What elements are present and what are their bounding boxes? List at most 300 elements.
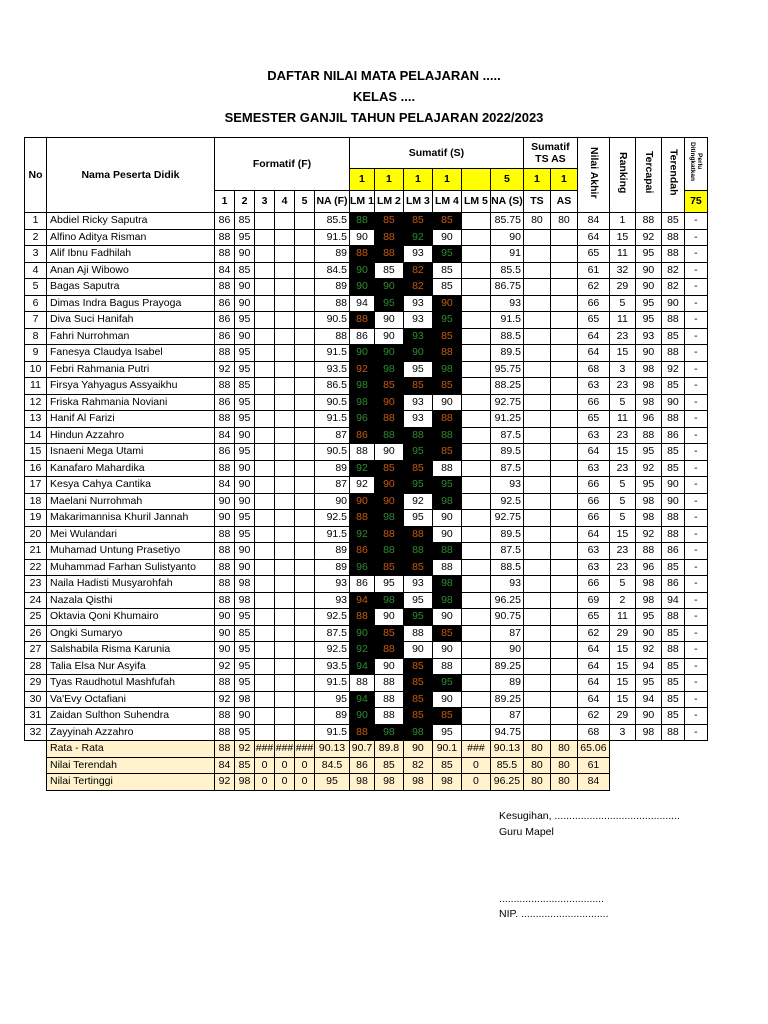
student-name: Salshabila Risma Karunia — [47, 642, 215, 659]
summary-value: 98 — [350, 774, 375, 791]
summary-value: 90.1 — [432, 741, 461, 758]
formatif-5 — [295, 460, 315, 477]
lm-3: 93 — [403, 328, 432, 345]
lm-1: 94 — [350, 658, 375, 675]
nilai-akhir: 64 — [577, 691, 609, 708]
na-sumatif: 95.75 — [490, 361, 523, 378]
table-row — [25, 246, 708, 263]
formatif-2: 95 — [235, 312, 255, 329]
row-no: 11 — [25, 378, 47, 395]
formatif-2: 95 — [235, 658, 255, 675]
student-name: Hindun Azzahro — [47, 427, 215, 444]
lm-4: 90 — [432, 229, 461, 246]
summary-value: 85 — [235, 757, 255, 774]
formatif-2: 85 — [235, 262, 255, 279]
terendah: 85 — [661, 675, 684, 692]
perlu-ditingkatkan: - — [684, 675, 707, 692]
summary-blank — [661, 774, 684, 791]
summary-value: 0 — [255, 757, 275, 774]
summary-blank — [661, 757, 684, 774]
formatif-2: 90 — [235, 279, 255, 296]
tercapai: 92 — [635, 460, 661, 477]
tercapai: 95 — [635, 609, 661, 626]
lm-2: 85 — [374, 625, 403, 642]
lm-5 — [461, 444, 490, 461]
terendah: 85 — [661, 378, 684, 395]
na-formatif: 90.5 — [315, 394, 350, 411]
ranking: 23 — [609, 328, 635, 345]
perlu-ditingkatkan: - — [684, 427, 707, 444]
ts — [523, 229, 550, 246]
formatif-2: 90 — [235, 246, 255, 263]
na-formatif: 86.5 — [315, 378, 350, 395]
na-sumatif: 90 — [490, 229, 523, 246]
formatif-1: 88 — [215, 411, 235, 428]
summary-value: 86 — [350, 757, 375, 774]
ranking: 11 — [609, 609, 635, 626]
lm-1: 96 — [350, 411, 375, 428]
formatif-5 — [295, 625, 315, 642]
formatif-3 — [255, 642, 275, 659]
lm-5 — [461, 592, 490, 609]
lm-1: 86 — [350, 328, 375, 345]
lm-5 — [461, 394, 490, 411]
formatif-5 — [295, 493, 315, 510]
na-sumatif: 92.75 — [490, 510, 523, 527]
as — [550, 493, 577, 510]
formatif-3 — [255, 345, 275, 362]
tercapai: 90 — [635, 262, 661, 279]
table-row — [25, 543, 708, 560]
summary-value: 98 — [432, 774, 461, 791]
summary-blank — [684, 757, 707, 774]
weight-lm1: 1 — [350, 169, 375, 191]
formatif-3 — [255, 361, 275, 378]
header-lm1: LM 1 — [350, 191, 375, 213]
table-row — [25, 642, 708, 659]
row-no: 21 — [25, 543, 47, 560]
lm-4: 85 — [432, 625, 461, 642]
tercapai: 98 — [635, 724, 661, 741]
formatif-1: 88 — [215, 526, 235, 543]
nilai-akhir: 62 — [577, 708, 609, 725]
terendah: 85 — [661, 658, 684, 675]
formatif-2: 95 — [235, 361, 255, 378]
ts — [523, 427, 550, 444]
summary-value: 0 — [275, 774, 295, 791]
perlu-ditingkatkan: - — [684, 295, 707, 312]
weight-as: 1 — [550, 169, 577, 191]
student-name: Oktavia Qoni Khumairo — [47, 609, 215, 626]
na-sumatif: 90.75 — [490, 609, 523, 626]
formatif-4 — [275, 625, 295, 642]
student-name: Talia Elsa Nur Asyifa — [47, 658, 215, 675]
perlu-ditingkatkan: - — [684, 477, 707, 494]
formatif-1: 86 — [215, 444, 235, 461]
formatif-2: 95 — [235, 675, 255, 692]
row-no: 28 — [25, 658, 47, 675]
header-nas: NA (S) — [490, 191, 523, 213]
header-lm5: LM 5 — [461, 191, 490, 213]
formatif-1: 88 — [215, 229, 235, 246]
formatif-5 — [295, 444, 315, 461]
formatif-4 — [275, 229, 295, 246]
na-sumatif: 89.25 — [490, 658, 523, 675]
row-no: 9 — [25, 345, 47, 362]
lm-2: 85 — [374, 460, 403, 477]
na-formatif: 87.5 — [315, 625, 350, 642]
nilai-akhir: 66 — [577, 394, 609, 411]
ranking: 11 — [609, 312, 635, 329]
as — [550, 279, 577, 296]
formatif-2: 85 — [235, 213, 255, 230]
lm-1: 92 — [350, 526, 375, 543]
formatif-4 — [275, 493, 295, 510]
na-sumatif: 93 — [490, 295, 523, 312]
table-row — [25, 658, 708, 675]
na-formatif: 91.5 — [315, 345, 350, 362]
ts — [523, 708, 550, 725]
lm-5 — [461, 345, 490, 362]
ranking: 5 — [609, 295, 635, 312]
nilai-akhir: 63 — [577, 460, 609, 477]
tercapai: 93 — [635, 328, 661, 345]
nilai-akhir: 65 — [577, 246, 609, 263]
summary-value: 92 — [215, 774, 235, 791]
nilai-akhir: 68 — [577, 724, 609, 741]
perlu-ditingkatkan: - — [684, 460, 707, 477]
ranking: 3 — [609, 361, 635, 378]
formatif-5 — [295, 691, 315, 708]
header-f2: 2 — [235, 191, 255, 213]
ranking: 15 — [609, 691, 635, 708]
lm-3: 82 — [403, 262, 432, 279]
na-sumatif: 88.5 — [490, 559, 523, 576]
terendah: 88 — [661, 411, 684, 428]
lm-5 — [461, 609, 490, 626]
na-sumatif: 88.25 — [490, 378, 523, 395]
table-row — [25, 708, 708, 725]
tercapai: 88 — [635, 543, 661, 560]
lm-5 — [461, 510, 490, 527]
lm-3: 98 — [403, 724, 432, 741]
header-tercapai: Tercapai — [635, 138, 661, 213]
terendah: 90 — [661, 295, 684, 312]
ts — [523, 609, 550, 626]
ts — [523, 328, 550, 345]
summary-row — [25, 774, 708, 791]
lm-1: 92 — [350, 460, 375, 477]
table-row — [25, 510, 708, 527]
perlu-ditingkatkan: - — [684, 691, 707, 708]
student-name: Tyas Raudhotul Mashfufah — [47, 675, 215, 692]
terendah: 88 — [661, 229, 684, 246]
terendah: 85 — [661, 708, 684, 725]
tercapai: 96 — [635, 559, 661, 576]
lm-4: 90 — [432, 510, 461, 527]
formatif-1: 86 — [215, 312, 235, 329]
na-formatif: 90.5 — [315, 312, 350, 329]
lm-1: 90 — [350, 708, 375, 725]
formatif-4 — [275, 345, 295, 362]
formatif-4 — [275, 609, 295, 626]
na-formatif: 92.5 — [315, 510, 350, 527]
formatif-2: 95 — [235, 526, 255, 543]
student-name: Kesya Cahya Cantika — [47, 477, 215, 494]
row-no: 1 — [25, 213, 47, 230]
formatif-5 — [295, 361, 315, 378]
ts — [523, 378, 550, 395]
table-row — [25, 724, 708, 741]
lm-2: 98 — [374, 510, 403, 527]
lm-1: 98 — [350, 394, 375, 411]
tercapai: 94 — [635, 691, 661, 708]
formatif-1: 92 — [215, 361, 235, 378]
lm-3: 92 — [403, 493, 432, 510]
weight-lm4: 1 — [432, 169, 461, 191]
perlu-ditingkatkan: - — [684, 658, 707, 675]
summary-blank — [25, 757, 47, 774]
perlu-ditingkatkan: - — [684, 724, 707, 741]
lm-1: 96 — [350, 559, 375, 576]
row-no: 7 — [25, 312, 47, 329]
lm-2: 98 — [374, 592, 403, 609]
formatif-1: 84 — [215, 477, 235, 494]
lm-3: 85 — [403, 658, 432, 675]
lm-3: 85 — [403, 213, 432, 230]
formatif-3 — [255, 691, 275, 708]
formatif-2: 95 — [235, 444, 255, 461]
nilai-akhir: 63 — [577, 559, 609, 576]
table-row — [25, 328, 708, 345]
summary-value: 98 — [403, 774, 432, 791]
na-sumatif: 91.25 — [490, 411, 523, 428]
summary-value: ### — [255, 741, 275, 758]
lm-3: 93 — [403, 576, 432, 593]
header-as: AS — [550, 191, 577, 213]
ts — [523, 724, 550, 741]
lm-4: 88 — [432, 559, 461, 576]
weight-lm3: 1 — [403, 169, 432, 191]
ranking: 32 — [609, 262, 635, 279]
terendah: 86 — [661, 576, 684, 593]
row-no: 22 — [25, 559, 47, 576]
as — [550, 576, 577, 593]
lm-2: 88 — [374, 229, 403, 246]
lm-1: 88 — [350, 675, 375, 692]
header-nilai-akhir: Nilai Akhir — [577, 138, 609, 213]
lm-1: 98 — [350, 378, 375, 395]
lm-1: 88 — [350, 724, 375, 741]
lm-5 — [461, 708, 490, 725]
row-no: 29 — [25, 675, 47, 692]
formatif-3 — [255, 394, 275, 411]
header-ranking: Ranking — [609, 138, 635, 213]
lm-3: 93 — [403, 295, 432, 312]
ranking: 5 — [609, 493, 635, 510]
lm-3: 85 — [403, 559, 432, 576]
lm-5 — [461, 229, 490, 246]
header-kkm: 75 — [684, 191, 707, 213]
formatif-1: 84 — [215, 262, 235, 279]
row-no: 2 — [25, 229, 47, 246]
student-name: Muhamad Untung Prasetiyo — [47, 543, 215, 560]
na-formatif: 95 — [315, 691, 350, 708]
lm-2: 90 — [374, 658, 403, 675]
formatif-2: 90 — [235, 493, 255, 510]
header-f3: 3 — [255, 191, 275, 213]
summary-blank — [684, 774, 707, 791]
lm-4: 90 — [432, 609, 461, 626]
na-formatif: 92.5 — [315, 642, 350, 659]
formatif-1: 88 — [215, 724, 235, 741]
lm-4: 90 — [432, 642, 461, 659]
lm-5 — [461, 691, 490, 708]
lm-1: 88 — [350, 510, 375, 527]
lm-3: 88 — [403, 543, 432, 560]
table-row — [25, 675, 708, 692]
formatif-3 — [255, 378, 275, 395]
summary-value: 98 — [374, 774, 403, 791]
formatif-3 — [255, 592, 275, 609]
lm-1: 94 — [350, 295, 375, 312]
formatif-1: 88 — [215, 345, 235, 362]
formatif-3 — [255, 312, 275, 329]
tercapai: 95 — [635, 444, 661, 461]
table-row — [25, 559, 708, 576]
nilai-akhir: 66 — [577, 576, 609, 593]
nilai-akhir: 65 — [577, 609, 609, 626]
header-naf: NA (F) — [315, 191, 350, 213]
formatif-3 — [255, 625, 275, 642]
row-no: 26 — [25, 625, 47, 642]
summary-value: 85.5 — [490, 757, 523, 774]
nilai-akhir: 62 — [577, 625, 609, 642]
as — [550, 427, 577, 444]
lm-5 — [461, 460, 490, 477]
nilai-akhir: 64 — [577, 229, 609, 246]
formatif-3 — [255, 295, 275, 312]
perlu-ditingkatkan: - — [684, 378, 707, 395]
terendah: 82 — [661, 279, 684, 296]
formatif-1: 88 — [215, 246, 235, 263]
student-name: Hanif Al Farizi — [47, 411, 215, 428]
ts — [523, 411, 550, 428]
lm-4: 88 — [432, 658, 461, 675]
header-formatif: Formatif (F) — [215, 138, 350, 191]
formatif-5 — [295, 411, 315, 428]
perlu-ditingkatkan: - — [684, 609, 707, 626]
row-no: 27 — [25, 642, 47, 659]
tercapai: 90 — [635, 279, 661, 296]
lm-5 — [461, 724, 490, 741]
ranking: 15 — [609, 526, 635, 543]
summary-value: 84 — [215, 757, 235, 774]
lm-1: 88 — [350, 246, 375, 263]
nilai-akhir: 64 — [577, 345, 609, 362]
as — [550, 262, 577, 279]
student-name: Anan Aji Wibowo — [47, 262, 215, 279]
formatif-4 — [275, 394, 295, 411]
formatif-4 — [275, 477, 295, 494]
row-no: 6 — [25, 295, 47, 312]
lm-2: 90 — [374, 394, 403, 411]
summary-value: 95 — [315, 774, 350, 791]
formatif-5 — [295, 675, 315, 692]
as — [550, 675, 577, 692]
ranking: 3 — [609, 724, 635, 741]
formatif-5 — [295, 312, 315, 329]
row-no: 3 — [25, 246, 47, 263]
lm-4: 88 — [432, 427, 461, 444]
formatif-2: 95 — [235, 345, 255, 362]
lm-3: 93 — [403, 411, 432, 428]
formatif-1: 88 — [215, 378, 235, 395]
na-sumatif: 87.5 — [490, 427, 523, 444]
formatif-2: 98 — [235, 576, 255, 593]
summary-value: 0 — [461, 757, 490, 774]
terendah: 85 — [661, 213, 684, 230]
summary-label: Rata - Rata — [47, 741, 215, 758]
ts — [523, 262, 550, 279]
ts — [523, 312, 550, 329]
formatif-4 — [275, 592, 295, 609]
terendah: 90 — [661, 394, 684, 411]
ranking: 23 — [609, 378, 635, 395]
terendah: 90 — [661, 493, 684, 510]
table-row — [25, 691, 708, 708]
tercapai: 95 — [635, 675, 661, 692]
na-formatif: 89 — [315, 559, 350, 576]
summary-blank — [635, 774, 661, 791]
lm-3: 90 — [403, 642, 432, 659]
lm-1: 92 — [350, 642, 375, 659]
lm-3: 95 — [403, 477, 432, 494]
formatif-5 — [295, 526, 315, 543]
perlu-ditingkatkan: - — [684, 345, 707, 362]
summary-value: ### — [295, 741, 315, 758]
formatif-3 — [255, 526, 275, 543]
as — [550, 724, 577, 741]
lm-3: 93 — [403, 394, 432, 411]
tercapai: 98 — [635, 510, 661, 527]
lm-3: 88 — [403, 427, 432, 444]
na-formatif: 88 — [315, 295, 350, 312]
formatif-5 — [295, 378, 315, 395]
na-sumatif: 91 — [490, 246, 523, 263]
terendah: 86 — [661, 427, 684, 444]
lm-4: 85 — [432, 378, 461, 395]
lm-2: 85 — [374, 378, 403, 395]
ranking: 11 — [609, 246, 635, 263]
na-sumatif: 86.75 — [490, 279, 523, 296]
na-sumatif: 94.75 — [490, 724, 523, 741]
tercapai: 98 — [635, 592, 661, 609]
terendah: 85 — [661, 328, 684, 345]
as — [550, 510, 577, 527]
na-sumatif: 89.5 — [490, 526, 523, 543]
ts — [523, 510, 550, 527]
lm-5 — [461, 543, 490, 560]
lm-3: 85 — [403, 675, 432, 692]
summary-value: 0 — [461, 774, 490, 791]
summary-value: 90.13 — [315, 741, 350, 758]
lm-1: 90 — [350, 229, 375, 246]
ranking: 29 — [609, 279, 635, 296]
table-row — [25, 477, 708, 494]
formatif-5 — [295, 559, 315, 576]
lm-5 — [461, 295, 490, 312]
